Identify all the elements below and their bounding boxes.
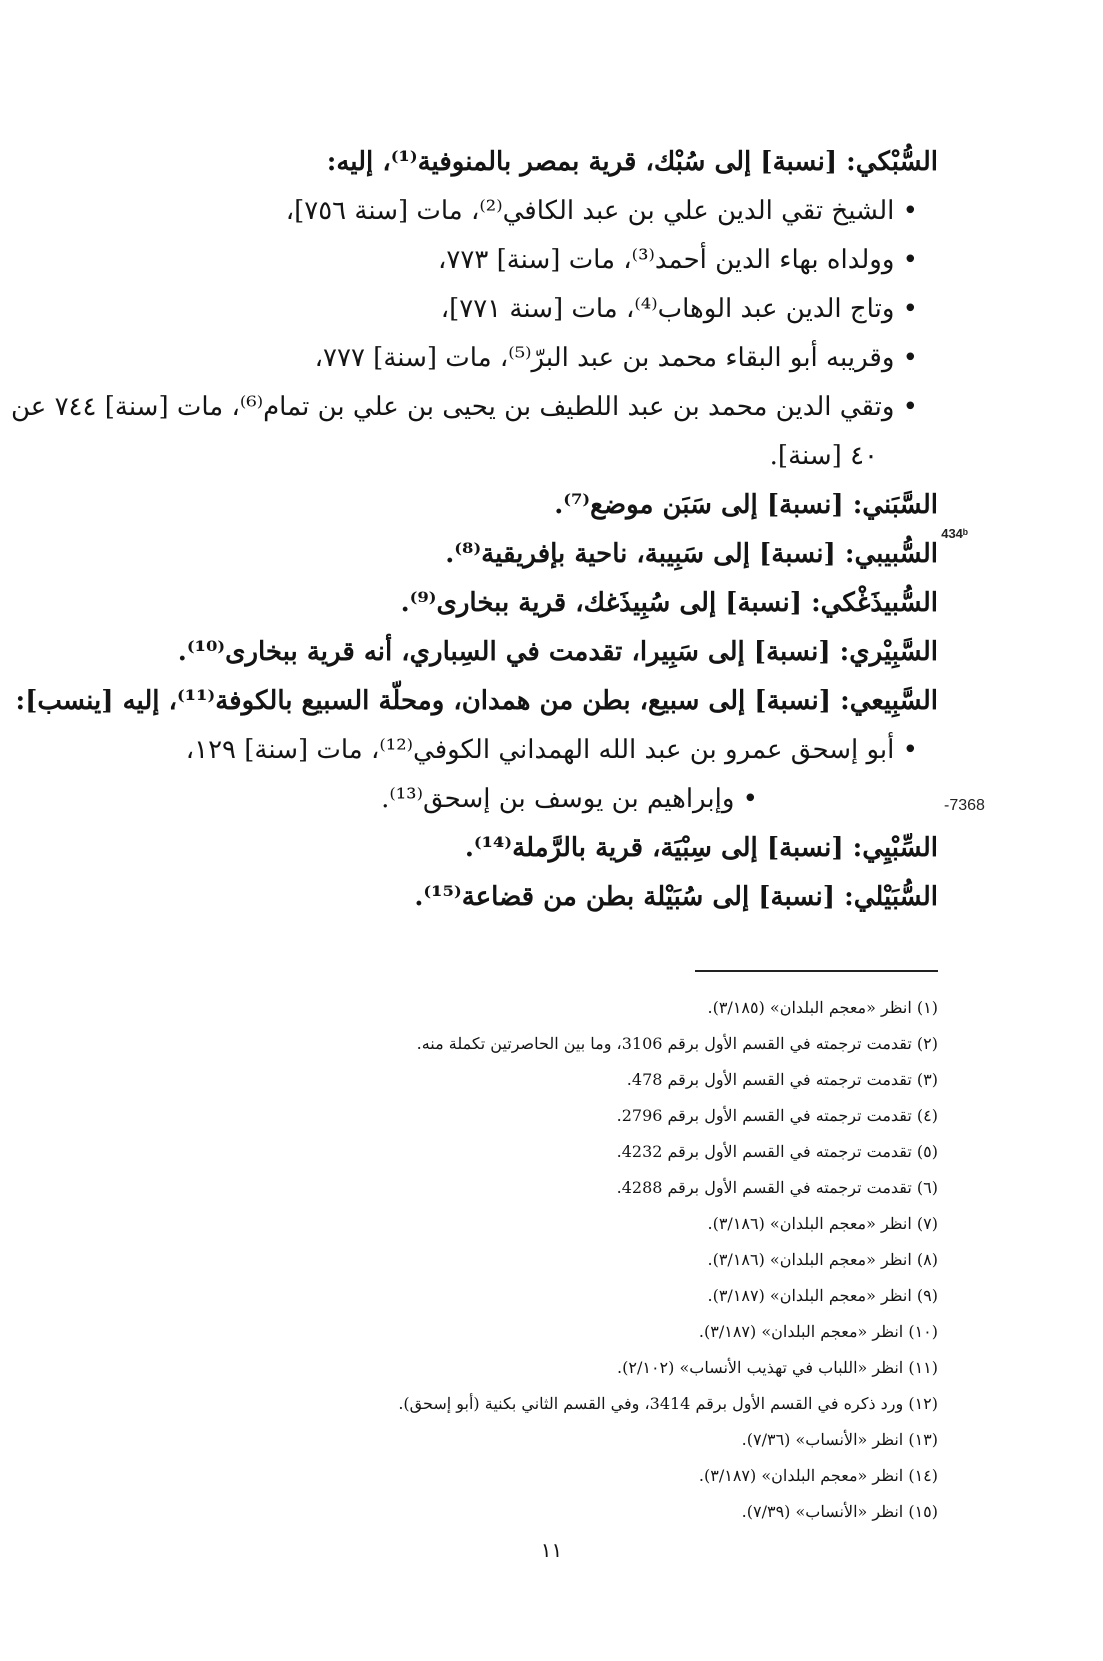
footnote: (١٣) انظر «الأنساب» (٧/٣٦). bbox=[741, 1430, 938, 1449]
footnotes bbox=[98, 990, 938, 1530]
footnote: (٦) تقدمت ترجمته في القسم الأول برقم 4288. bbox=[616, 1178, 938, 1197]
list-item: • أبو إسحق عمرو بن عبد الله الهمداني الكوفي⁽¹²⁾، مات [سنة] ١٢٩، bbox=[185, 735, 918, 765]
entry-sibyi: السِّبْيِي: [نسبة] إلى سِبْيَة، قرية بالرَّملة⁽¹⁴⁾. bbox=[464, 833, 938, 863]
list-item: • وقريبه أبو البقاء محمد بن عبد البرّ⁽⁵⁾، مات [سنة] ٧٧٧، bbox=[314, 343, 918, 373]
list-item: • الشيخ تقي الدين علي بن عبد الكافي⁽²⁾، مات [سنة ٧٥٦]، bbox=[285, 196, 918, 226]
footnote: (١٤) انظر «معجم البلدان» (٣/١٨٧). bbox=[698, 1466, 938, 1485]
entry-subaydhaghki: السُّبيذَغْكي: [نسبة] إلى سُبِيذَغك، قرية ببخارى⁽⁹⁾. bbox=[400, 588, 938, 618]
list-item: • وتاج الدين عبد الوهاب⁽⁴⁾، مات [سنة ٧٧١]، bbox=[440, 294, 918, 324]
footnote: (١٥) انظر «الأنساب» (٧/٣٩). bbox=[741, 1502, 938, 1521]
entry-subki: السُّبْكي: [نسبة] إلى سُبْك، قرية بمصر بالمنوفية⁽¹⁾، إليه: bbox=[326, 147, 938, 177]
footnote: (٩) انظر «معجم البلدان» (٣/١٨٧). bbox=[707, 1286, 938, 1305]
entry-sabani: السَّبَني: [نسبة] إلى سَبَن موضع⁽⁷⁾. bbox=[554, 490, 938, 520]
entry-sabii: السَّبِيعي: [نسبة] إلى سبيع، بطن من همدان، ومحلّة السبيع بالكوفة⁽¹¹⁾، إليه [ينسب]: bbox=[15, 686, 938, 716]
footnote: (١٢) ورد ذكره في القسم الأول برقم 3414، وفي القسم الثاني بكنية (أبو إسحق). bbox=[398, 1394, 938, 1413]
list-item: • وولداه بهاء الدين أحمد⁽³⁾، مات [سنة] ٧٧٣، bbox=[438, 245, 918, 275]
entry-sabiri: السَّبِيْري: [نسبة] إلى سَبِيرا، تقدمت في السِباري، أنه قرية ببخارى⁽¹⁰⁾. bbox=[177, 637, 938, 667]
list-item: • وإبراهيم بن يوسف بن إسحق⁽¹³⁾. bbox=[381, 784, 758, 814]
footnote: (٣) تقدمت ترجمته في القسم الأول برقم 478. bbox=[626, 1070, 938, 1089]
footnote: (٧) انظر «معجم البلدان» (٣/١٨٦). bbox=[707, 1214, 938, 1233]
footnote: (٥) تقدمت ترجمته في القسم الأول برقم 4232. bbox=[616, 1142, 938, 1161]
footnote: (٤) تقدمت ترجمته في القسم الأول برقم 2796. bbox=[616, 1106, 938, 1125]
footnote: (١١) انظر «اللباب في تهذيب الأنساب» (٢/١٠٢). bbox=[617, 1358, 938, 1377]
footnote: (١٠) انظر «معجم البلدان» (٣/١٨٧). bbox=[698, 1322, 938, 1341]
footnote: (١) انظر «معجم البلدان» (٣/١٨٥). bbox=[707, 998, 938, 1017]
footnote: (٢) تقدمت ترجمته في القسم الأول برقم 3106، وما بين الحاصرتين تكملة منه. bbox=[416, 1034, 938, 1053]
list-item-continuation: ٤٠ [سنة]. bbox=[769, 441, 878, 471]
footnote: (٨) انظر «معجم البلدان» (٣/١٨٦). bbox=[707, 1250, 938, 1269]
main-text bbox=[11, 138, 938, 922]
page-number: ١١ bbox=[540, 1538, 563, 1562]
entry-subayli: السُّبَيْلي: [نسبة] إلى سُبَيْلة بطن من قضاعة⁽¹⁵⁾. bbox=[414, 882, 938, 912]
footnote-divider bbox=[695, 970, 938, 972]
list-item: • وتقي الدين محمد بن عبد اللطيف بن يحيى بن علي بن تمام⁽⁶⁾، مات [سنة] ٧٤٤ عن bbox=[11, 392, 918, 422]
entry-subaybi: السُّبيبي: [نسبة] إلى سَبِيبة، ناحية بإفريقية⁽⁸⁾. bbox=[445, 539, 938, 569]
entry-number-marker: -7368 bbox=[944, 797, 985, 814]
folio-marker: 434ᵇ bbox=[941, 526, 968, 541]
